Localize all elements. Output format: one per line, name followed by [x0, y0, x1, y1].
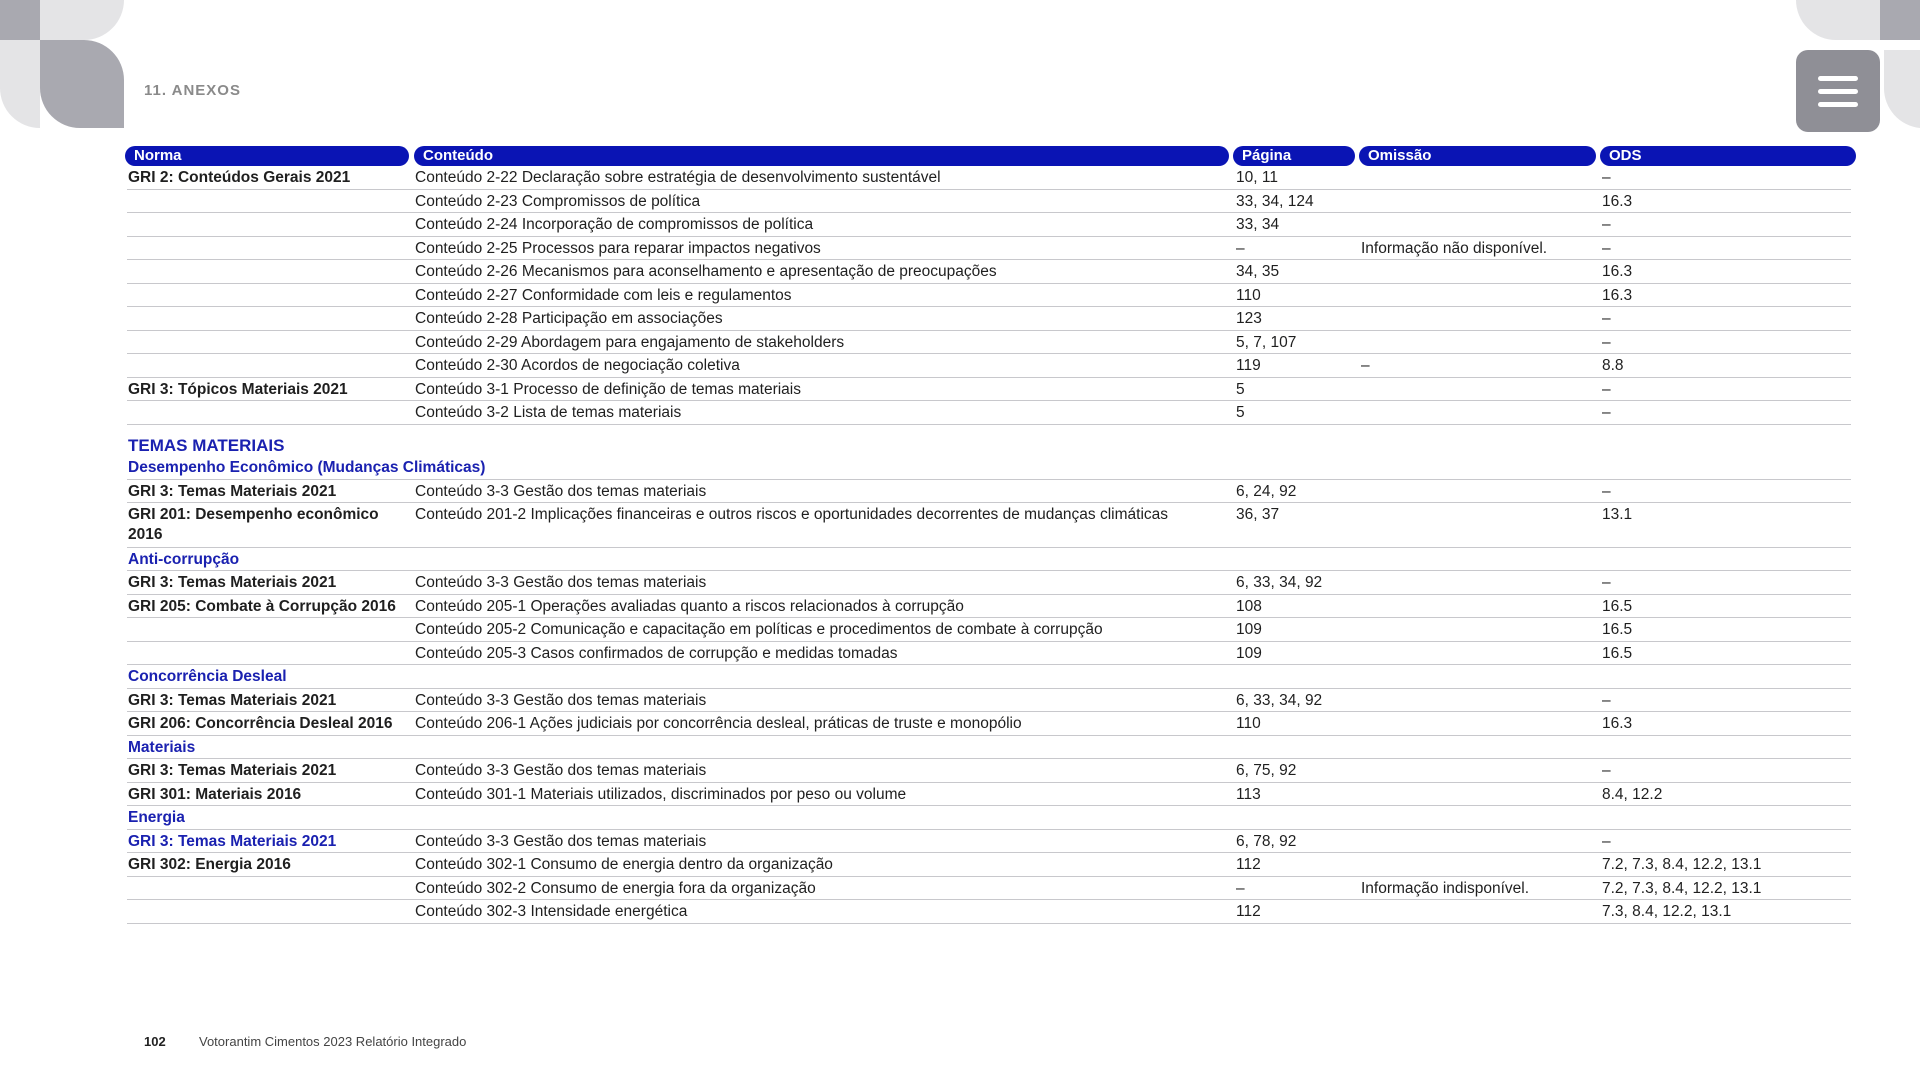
table-row: [125, 830, 1855, 854]
conteudo-cell: Conteúdo 3-3 Gestão dos temas materiais: [415, 482, 707, 500]
norma-cell: GRI 3: Temas Materiais 2021: [128, 832, 337, 850]
ods-cell: –: [1602, 169, 1611, 186]
category-title: Energia: [128, 809, 185, 826]
table-row: [125, 213, 1855, 237]
category-row: [125, 665, 1855, 689]
table-row: [125, 571, 1855, 595]
ods-cell: 8.4, 12.2: [1602, 785, 1663, 803]
pagina-cell: 6, 33, 34, 92: [1236, 574, 1323, 591]
conteudo-cell: Conteúdo 205-1 Operações avaliadas quanto a riscos relacionados à corrupção: [415, 597, 964, 615]
pagina-cell: 5: [1236, 404, 1245, 421]
table-row: [125, 900, 1855, 924]
table-row: [125, 284, 1855, 308]
table-row: [125, 480, 1855, 504]
conteudo-cell: Conteúdo 3-3 Gestão dos temas materiais: [415, 762, 707, 779]
pagina-cell: 112: [1236, 856, 1261, 873]
pagina-cell: 110: [1236, 715, 1261, 732]
pagina-cell: 6, 33, 34, 92: [1236, 691, 1323, 709]
table-row: [125, 166, 1855, 190]
conteudo-cell: Conteúdo 3-2 Lista de temas materiais: [415, 404, 682, 421]
ods-cell: 16.3: [1602, 715, 1633, 732]
table-row: [125, 237, 1855, 261]
ods-cell: –: [1602, 216, 1611, 233]
pagina-cell: 110: [1236, 286, 1261, 304]
ods-cell: –: [1602, 762, 1611, 779]
table-row: [125, 260, 1855, 284]
conteudo-cell: Conteúdo 2-29 Abordagem para engajamento de stakeholders: [415, 333, 845, 351]
page-number: 102: [144, 1034, 166, 1049]
ods-cell: 16.3: [1602, 192, 1633, 210]
table-row: [125, 595, 1855, 619]
ods-cell: –: [1602, 310, 1611, 327]
conteudo-cell: Conteúdo 2-27 Conformidade com leis e regulamentos: [415, 286, 792, 304]
category-row: [125, 806, 1855, 830]
table-row: [125, 401, 1855, 425]
category-row: [125, 548, 1855, 572]
column-header-conteudo: Conteúdo: [414, 146, 1229, 166]
ods-cell: –: [1602, 380, 1611, 398]
norma-cell: GRI 301: Materiais 2016: [128, 785, 302, 803]
category-title: Anti-corrupção: [128, 550, 240, 568]
pagina-cell: 109: [1236, 644, 1262, 662]
pagina-cell: 109: [1236, 621, 1262, 638]
conteudo-cell: Conteúdo 201-2 Implicações financeiras e outros riscos e oportunidades decorrentes de mudanças climáticas: [415, 506, 1169, 523]
pagina-cell: 6, 75, 92: [1236, 762, 1297, 779]
table-row: [125, 783, 1855, 807]
footer-title: Votorantim Cimentos 2023 Relatório Integrado: [199, 1034, 467, 1049]
conteudo-cell: Conteúdo 2-25 Processos para reparar impactos negativos: [415, 239, 821, 257]
table-row: [125, 759, 1855, 783]
conteudo-cell: Conteúdo 2-22 Declaração sobre estratégia de desenvolvimento sustentável: [415, 169, 941, 186]
section-title: 11. ANEXOS: [144, 82, 241, 99]
conteudo-cell: Conteúdo 2-23 Compromissos de política: [415, 192, 701, 210]
corner-decoration-left: [0, 0, 130, 132]
category-row: [125, 433, 1855, 457]
omissao-cell: Informação não disponível.: [1361, 239, 1548, 257]
conteudo-cell: Conteúdo 205-3 Casos confirmados de corrupção e medidas tomadas: [415, 644, 898, 662]
conteudo-cell: Conteúdo 3-3 Gestão dos temas materiais: [415, 832, 707, 850]
norma-cell: GRI 201: Desempenho econômico 2016: [128, 506, 379, 543]
ods-cell: 16.3: [1602, 263, 1633, 280]
omissao-cell: –: [1361, 357, 1370, 374]
pagina-cell: 34, 35: [1236, 263, 1280, 280]
table-row: [125, 642, 1855, 666]
norma-cell: GRI 3: Temas Materiais 2021: [128, 691, 337, 709]
pagina-cell: 6, 78, 92: [1236, 832, 1297, 850]
conteudo-cell: Conteúdo 2-28 Participação em associações: [415, 310, 723, 327]
pagina-cell: 33, 34, 124: [1236, 192, 1314, 210]
conteudo-cell: Conteúdo 302-1 Consumo de energia dentro da organização: [415, 856, 833, 873]
conteudo-cell: Conteúdo 206-1 Ações judiciais por concorrência desleal, práticas de truste e monopólio: [415, 715, 1022, 732]
category-row: [125, 456, 1855, 480]
table-row: [125, 378, 1855, 402]
table-row: [125, 618, 1855, 642]
conteudo-cell: Conteúdo 2-24 Incorporação de compromissos de política: [415, 216, 814, 233]
conteudo-cell: Conteúdo 3-3 Gestão dos temas materiais: [415, 574, 707, 591]
norma-cell: GRI 205: Combate à Corrupção 2016: [128, 597, 396, 615]
column-header-ods: ODS: [1600, 146, 1856, 166]
pagina-cell: 108: [1236, 597, 1262, 615]
pagina-cell: 112: [1236, 903, 1261, 920]
gri-content-table: [125, 146, 1855, 924]
column-header-omissao: Omissão: [1359, 146, 1596, 166]
norma-cell: GRI 3: Temas Materiais 2021: [128, 574, 337, 591]
ods-cell: –: [1602, 832, 1611, 850]
ods-cell: 16.5: [1602, 644, 1633, 662]
ods-cell: 13.1: [1602, 506, 1633, 523]
column-header-norma: Norma: [125, 146, 409, 166]
ods-cell: 7.3, 8.4, 12.2, 13.1: [1602, 903, 1732, 920]
category-title: TEMAS MATERIAIS: [128, 435, 285, 455]
conteudo-cell: Conteúdo 2-26 Mecanismos para aconselhamento e apresentação de preocupações: [415, 263, 997, 280]
table-row: [125, 354, 1855, 378]
table-row: [125, 877, 1855, 901]
conteudo-cell: Conteúdo 3-1 Processo de definição de temas materiais: [415, 380, 801, 398]
ods-cell: 16.3: [1602, 286, 1633, 304]
conteudo-cell: Conteúdo 3-3 Gestão dos temas materiais: [415, 691, 707, 709]
pagina-cell: 113: [1236, 785, 1261, 803]
table-row: [125, 190, 1855, 214]
hamburger-icon: [1818, 76, 1858, 81]
norma-cell: GRI 3: Tópicos Materiais 2021: [128, 380, 348, 398]
conteudo-cell: Conteúdo 302-3 Intensidade energética: [415, 903, 688, 920]
table-row: [125, 712, 1855, 736]
ods-cell: 8.8: [1602, 357, 1624, 374]
norma-cell: GRI 302: Energia 2016: [128, 856, 291, 873]
pagina-cell: 36, 37: [1236, 506, 1280, 523]
omissao-cell: Informação indisponível.: [1361, 879, 1530, 897]
table-row: [125, 331, 1855, 355]
category-title: Materiais: [128, 738, 196, 756]
column-header-pagina: Página: [1233, 146, 1355, 166]
pagina-cell: 6, 24, 92: [1236, 482, 1297, 500]
category-row: [125, 736, 1855, 760]
table-row: [125, 853, 1855, 877]
ods-cell: 7.2, 7.3, 8.4, 12.2, 13.1: [1602, 879, 1762, 897]
ods-cell: –: [1602, 239, 1611, 257]
category-title: Desempenho Econômico (Mudanças Climáticas): [128, 459, 486, 476]
menu-button[interactable]: [1796, 50, 1880, 132]
table-header: [125, 146, 1855, 166]
pagina-cell: –: [1236, 879, 1245, 897]
table-row: [125, 307, 1855, 331]
pagina-cell: 5: [1236, 380, 1245, 398]
ods-cell: –: [1602, 404, 1611, 421]
ods-cell: 16.5: [1602, 597, 1633, 615]
conteudo-cell: Conteúdo 302-2 Consumo de energia fora da organização: [415, 879, 816, 897]
ods-cell: –: [1602, 482, 1611, 500]
ods-cell: 7.2, 7.3, 8.4, 12.2, 13.1: [1602, 856, 1762, 873]
pagina-cell: 10, 11: [1236, 169, 1278, 186]
table-body: [125, 166, 1855, 924]
ods-cell: 16.5: [1602, 621, 1633, 638]
norma-cell: GRI 3: Temas Materiais 2021: [128, 482, 337, 500]
norma-cell: GRI 2: Conteúdos Gerais 2021: [128, 169, 351, 186]
table-row: [125, 503, 1855, 548]
norma-cell: GRI 3: Temas Materiais 2021: [128, 762, 337, 779]
pagina-cell: 119: [1236, 357, 1261, 374]
category-title: Concorrência Desleal: [128, 668, 287, 685]
pagina-cell: 5, 7, 107: [1236, 333, 1297, 351]
norma-cell: GRI 206: Concorrência Desleal 2016: [128, 715, 393, 732]
conteudo-cell: Conteúdo 301-1 Materiais utilizados, discriminados por peso ou volume: [415, 785, 907, 803]
table-row: [125, 689, 1855, 713]
conteudo-cell: Conteúdo 205-2 Comunicação e capacitação em políticas e procedimentos de combate à corrupção: [415, 621, 1103, 638]
pagina-cell: 33, 34: [1236, 216, 1280, 233]
ods-cell: –: [1602, 691, 1611, 709]
ods-cell: –: [1602, 333, 1611, 351]
ods-cell: –: [1602, 574, 1611, 591]
conteudo-cell: Conteúdo 2-30 Acordos de negociação coletiva: [415, 357, 740, 374]
pagina-cell: 123: [1236, 310, 1262, 327]
pagina-cell: –: [1236, 239, 1245, 257]
